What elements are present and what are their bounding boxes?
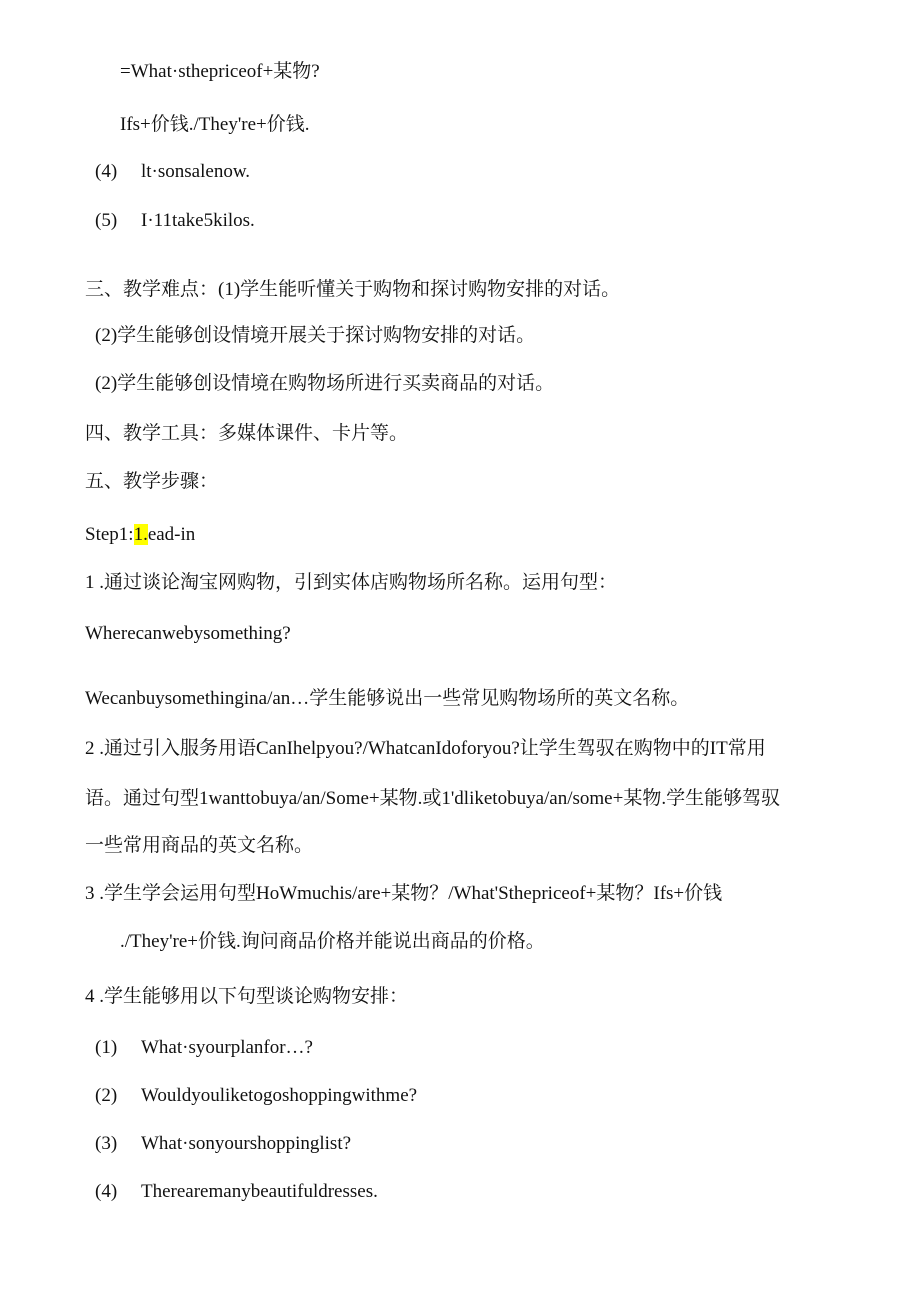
item-number: (3) (95, 1133, 118, 1154)
line-text: Wherecanwebysomething? (85, 623, 291, 644)
line-text: Ifs+价钱./They're+价钱. (120, 114, 310, 135)
example-answer (85, 687, 689, 711)
difficulty-item-3 (95, 372, 554, 396)
line-text: lt·sonsalenow. (141, 161, 251, 182)
highlighted-text: 1. (133, 524, 148, 545)
price-answer-line (120, 113, 309, 137)
line-text: (2)学生能够创设情境在购物场所进行买卖商品的对话。 (95, 373, 555, 394)
line-text: Wecanbuysomethingina/an…学生能够说出一些常见购物场所的英文名称。 (85, 688, 690, 709)
line-text: 1 .通过谈论淘宝网购物，引到实体店购物场所名称。运用句型： (85, 572, 618, 593)
item-number: (4) (95, 161, 118, 182)
item-number: (1) (95, 1037, 118, 1058)
numbered-item-2 (95, 1084, 417, 1108)
section-5-heading (85, 470, 218, 494)
line-text: ./They're+价钱.询问商品价格并能说出商品的价格。 (120, 931, 545, 952)
line-text: I·11take5kilos. (141, 210, 255, 231)
line-text: 四、教学工具：多媒体课件、卡片等。 (85, 423, 409, 444)
numbered-item-4b (95, 1180, 378, 1204)
numbered-item-1 (95, 1036, 313, 1060)
line-text: 语。通过句型1wanttobuya/an/Some+某物.或1'dliketobuya/an/some+某物.学生能够驾驭 (85, 788, 781, 809)
numbered-item-5 (95, 209, 255, 233)
numbered-item-4 (95, 160, 250, 184)
item-number: (4) (95, 1181, 118, 1202)
section-3-heading (85, 278, 620, 302)
step-suffix: ead-in (147, 524, 196, 545)
paragraph-3-line-2 (120, 930, 545, 954)
line-text: 3 .学生学会运用句型HoWmuchis/are+某物？/What'Sthepriceof+某物？Ifs+价钱 (85, 883, 723, 904)
line-text: Wouldyouliketogoshoppingwithme? (141, 1085, 418, 1106)
paragraph-3-line-1 (85, 882, 722, 906)
difficulty-item-2 (95, 324, 535, 348)
line-text: (2)学生能够创设情境开展关于探讨购物安排的对话。 (95, 325, 536, 346)
line-text: 三、教学难点：(1)学生能听懂关于购物和探讨购物安排的对话。 (85, 279, 621, 300)
paragraph-2-line-1 (85, 737, 766, 761)
paragraph-4 (85, 985, 408, 1009)
line-text: What·sonyourshoppinglist? (141, 1133, 352, 1154)
step-prefix: Step1: (85, 524, 134, 545)
section-4-heading (85, 422, 408, 446)
paragraph-2-line-3 (85, 834, 313, 858)
line-text: 五、教学步骤： (85, 471, 219, 492)
item-number: (5) (95, 210, 118, 231)
line-text: 2 .通过引入服务用语CanIhelpyou?/WhatcanIdoforyou?让学生驾驭在购物中的IT常用 (85, 738, 766, 759)
line-text: 4 .学生能够用以下句型谈论购物安排： (85, 986, 409, 1007)
line-text: Therearemanybeautifuldresses. (141, 1181, 378, 1202)
paragraph-1 (85, 571, 617, 595)
step-1-heading (85, 523, 195, 547)
item-number: (2) (95, 1085, 118, 1106)
line-text: What·syourplanfor…? (141, 1037, 313, 1058)
line-text: 一些常用商品的英文名称。 (85, 835, 314, 856)
example-question (85, 622, 291, 646)
price-question-line (120, 60, 320, 84)
numbered-item-3 (95, 1132, 351, 1156)
line-text: =What·sthepriceof+某物? (120, 61, 320, 82)
paragraph-2-line-2 (85, 787, 780, 811)
